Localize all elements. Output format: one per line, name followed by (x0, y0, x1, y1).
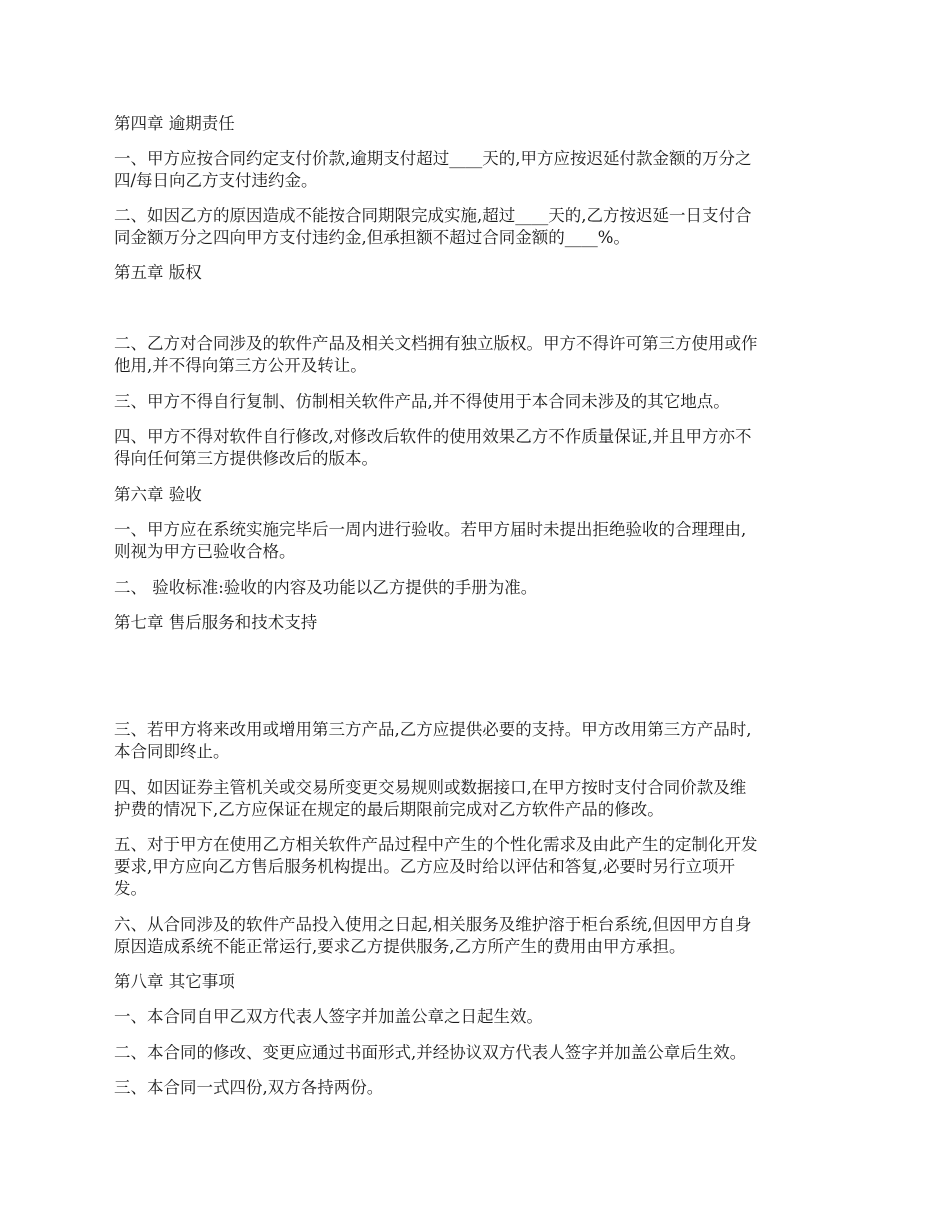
chapter-7-heading: 第七章 售后服务和技术支持 (114, 613, 318, 632)
chapter-5-heading: 第五章 版权 (114, 263, 202, 282)
paragraph-line: 一、甲方应在系统实施完毕后一周内进行验收。若甲方届时未提出拒绝验收的合理理由, (114, 520, 747, 539)
paragraph-line: 二、乙方对合同涉及的软件产品及相关文档拥有独立版权。甲方不得许可第三方使用或作 (114, 334, 758, 353)
paragraph-line: 五、对于甲方在使用乙方相关软件产品过程中产生的个性化需求及由此产生的定制化开发 (114, 835, 758, 854)
paragraph-line: 三、甲方不得自行复制、仿制相关软件产品,并不得使用于本合同未涉及的其它地点。 (114, 392, 730, 411)
paragraph-line: 二、如因乙方的原因造成不能按合同期限完成实施,超过____天的,乙方按迟延一日支付合 (114, 206, 752, 225)
paragraph-line: 三、若甲方将来改用或增用第三方产品,乙方应提供必要的支持。甲方改用第三方产品时, (114, 720, 752, 739)
paragraph-line: 六、从合同涉及的软件产品投入使用之日起,相关服务及维护溶于柜台系统,但因甲方自身 (114, 915, 752, 934)
paragraph-line: 护费的情况下,乙方应保证在规定的最后期限前完成对乙方软件产品的修改。 (114, 800, 664, 819)
chapter-4-heading: 第四章 逾期责任 (114, 114, 235, 133)
paragraph-line: 同金额万分之四向甲方支付违约金,但承担额不超过合同金额的____%。 (114, 228, 630, 247)
paragraph-line: 四、如因证券主管机关或交易所变更交易规则或数据接口,在甲方按时支付合同价款及维 (114, 778, 747, 797)
paragraph-line: 得向任何第三方提供修改后的版本。 (114, 449, 378, 468)
paragraph-line: 一、甲方应按合同约定支付价款,逾期支付超过____天的,甲方应按迟延付款金额的万分之 (114, 149, 752, 168)
paragraph-line: 原因造成系统不能正常运行,要求乙方提供服务,乙方所产生的费用由甲方承担。 (114, 937, 686, 956)
paragraph-line: 发。 (114, 879, 147, 898)
paragraph-line: 三、本合同一式四份,双方各持两份。 (114, 1078, 384, 1097)
paragraph-line: 本合同即终止。 (114, 742, 230, 761)
paragraph-line: 要求,甲方应向乙方售后服务机构提出。乙方应及时给以评估和答复,必要时另行立项开 (114, 857, 735, 876)
paragraph-line: 二、 验收标准:验收的内容及功能以乙方提供的手册为准。 (114, 578, 538, 597)
chapter-8-heading: 第八章 其它事项 (114, 972, 235, 991)
chapter-6-heading: 第六章 验收 (114, 485, 202, 504)
paragraph-line: 则视为甲方已验收合格。 (114, 542, 296, 561)
paragraph-line: 四、甲方不得对软件自行修改,对修改后软件的使用效果乙方不作质量保证,并且甲方亦不 (114, 427, 752, 446)
paragraph-line: 四/每日向乙方支付违约金。 (114, 171, 318, 190)
paragraph-line: 他用,并不得向第三方公开及转让。 (114, 356, 367, 375)
paragraph-line: 二、本合同的修改、变更应通过书面形式,并经协议双方代表人签字并加盖公章后生效。 (114, 1043, 747, 1062)
paragraph-line: 一、本合同自甲乙双方代表人签字并加盖公章之日起生效。 (114, 1007, 543, 1026)
